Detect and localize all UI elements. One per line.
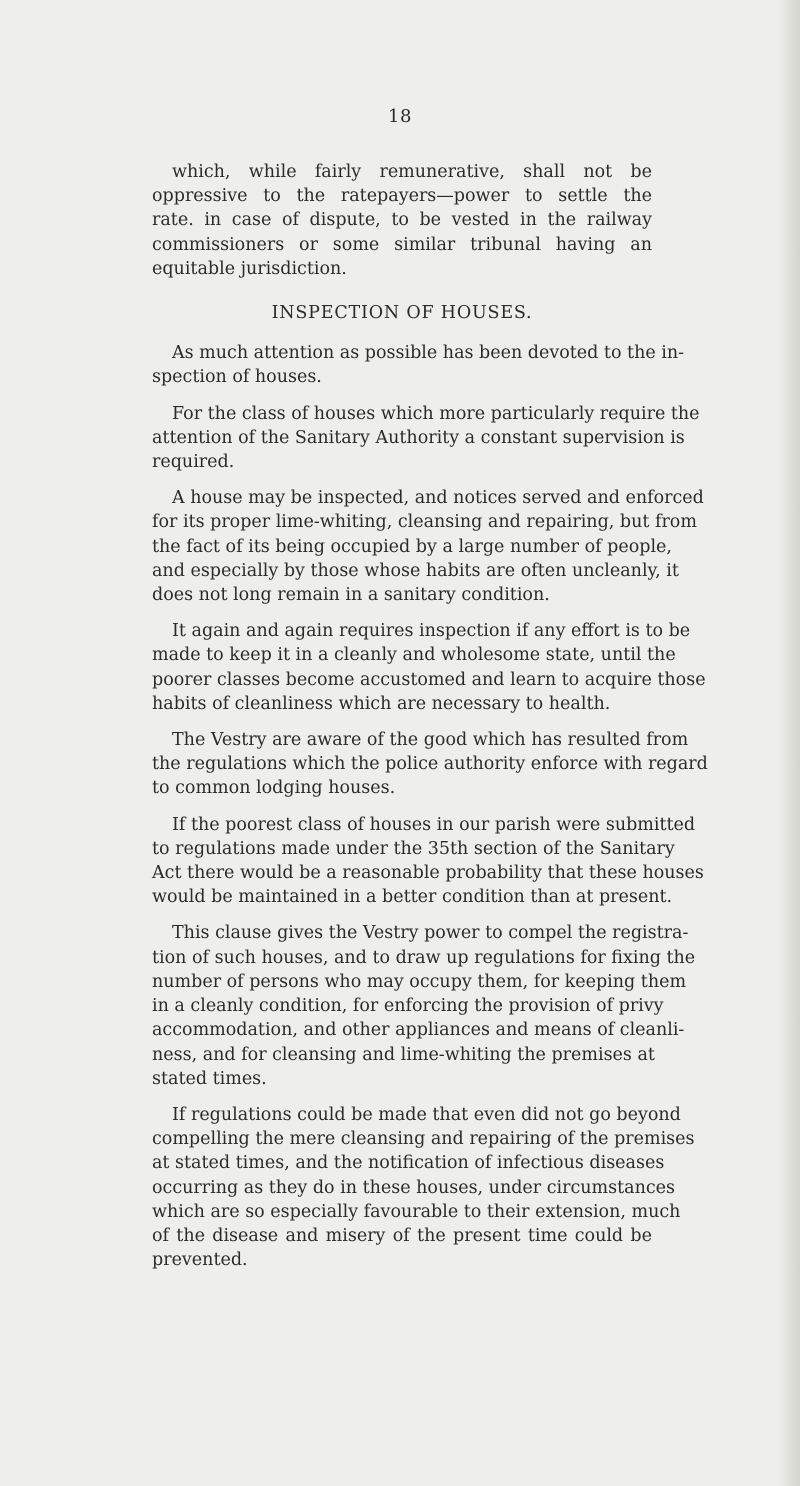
text-line: oppressive to the ratepayers—power to settle the xyxy=(152,186,652,207)
text-line: It again and again requires inspection if any effort is to be xyxy=(172,621,691,642)
text-line: would be maintained in a better condition than at present. xyxy=(152,887,673,908)
text-line: If regulations could be made that even did not go beyond xyxy=(172,1104,681,1125)
document-body xyxy=(152,160,708,1284)
text-line: the fact of its being occupied by a large number of people, xyxy=(152,536,672,557)
text-line: rate. in case of dispute, to be vested in the railway xyxy=(152,210,652,231)
text-line: stated times. xyxy=(152,1068,267,1089)
section-heading: INSPECTION OF HOUSES. xyxy=(271,303,533,324)
paragraph xyxy=(152,921,696,1090)
text-line: For the class of houses which more particularly require the xyxy=(172,403,700,424)
text-line: number of persons who may occupy them, for keeping them xyxy=(152,971,687,992)
text-line: the regulations which the police authority enforce with regard xyxy=(152,754,708,775)
text-line: of the disease and misery of the present time could be xyxy=(152,1225,652,1246)
text-line: required. xyxy=(152,452,235,473)
text-line: Act there would be a reasonable probability that these houses xyxy=(152,863,704,884)
text-line: for its proper lime-whiting, cleansing and repairing, but from xyxy=(152,512,697,533)
text-line: prevented. xyxy=(152,1250,248,1271)
text-line: equitable jurisdiction. xyxy=(152,258,347,279)
text-line: attention of the Sanitary Authority a constant supervision is xyxy=(152,427,685,448)
text-line: which are so especially favourable to their extension, much xyxy=(152,1201,681,1222)
text-line: tion of such houses, and to draw up regulations for fixing the xyxy=(152,947,696,968)
paragraph xyxy=(152,486,704,607)
paragraph xyxy=(152,341,685,389)
intro-paragraph xyxy=(152,160,652,281)
text-line: and especially by those whose habits are often uncleanly, it xyxy=(152,560,679,581)
text-line: at stated times, and the notification of infectious diseases xyxy=(152,1153,665,1174)
paragraph xyxy=(152,728,708,801)
text-line: to common lodging houses. xyxy=(152,778,396,799)
text-line: commissioners or some similar tribunal having an xyxy=(152,234,652,255)
text-line: If the poorest class of houses in our parish were submitted xyxy=(172,814,696,835)
text-line: to regulations made under the 35th section of the Sanitary xyxy=(152,838,675,859)
text-line: This clause gives the Vestry power to compel the registra- xyxy=(172,923,689,944)
text-line: poorer classes become accustomed and learn to acquire those xyxy=(152,669,706,690)
text-line: does not long remain in a sanitary condition. xyxy=(152,585,550,606)
text-line: habits of cleanliness which are necessary to health. xyxy=(152,693,611,714)
text-line: accommodation, and other appliances and means of cleanli- xyxy=(152,1020,685,1041)
text-line: As much attention as possible has been devoted to the in‑ xyxy=(172,343,685,364)
text-line: The Vestry are aware of the good which has resulted from xyxy=(172,730,689,751)
page-number: 18 xyxy=(388,106,412,127)
text-line: made to keep it in a cleanly and wholesome state, until the xyxy=(152,645,676,666)
paragraph-list xyxy=(152,341,708,1272)
text-line: compelling the mere cleansing and repairing of the premises xyxy=(152,1129,695,1150)
text-line: in a cleanly condition, for enforcing the provision of privy xyxy=(152,996,664,1017)
text-line: A house may be inspected, and notices served and enforced xyxy=(172,488,704,509)
text-line: which, while fairly remunerative, shall not be xyxy=(172,162,652,182)
paragraph xyxy=(152,813,704,910)
text-line: spection of houses. xyxy=(152,367,322,388)
paragraph xyxy=(152,402,700,475)
paragraph xyxy=(152,1103,695,1272)
page-edge-shadow xyxy=(778,0,800,1486)
paragraph xyxy=(152,619,706,716)
text-line: occurring as they do in these houses, under circumstances xyxy=(152,1177,675,1198)
text-line: ness, and for cleansing and lime-whiting the premises at xyxy=(152,1044,655,1065)
